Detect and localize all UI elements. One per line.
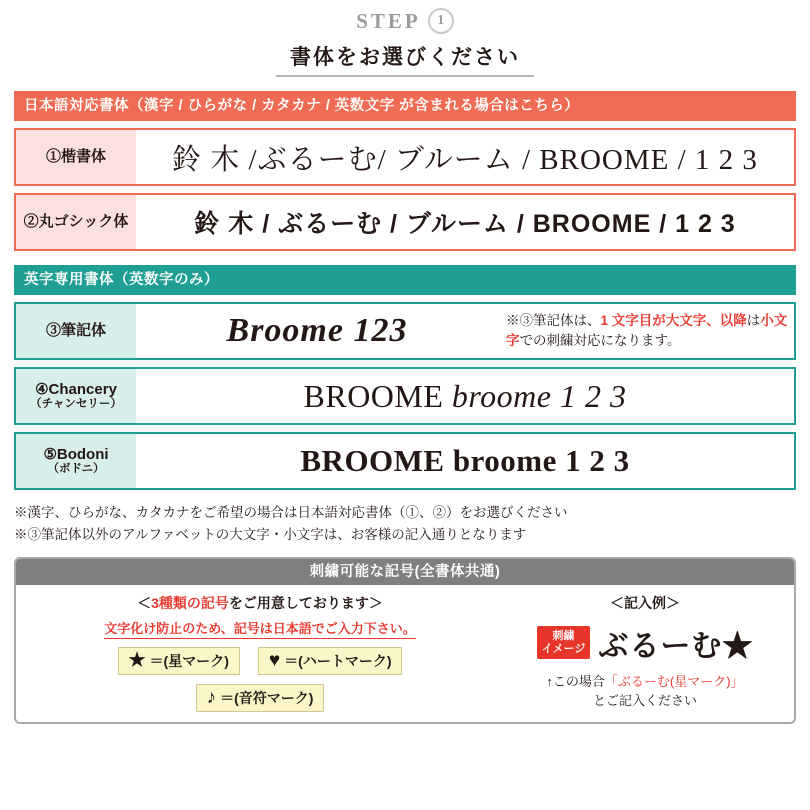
example-note-quote: 「ぶるーむ(星マーク)」 — [604, 673, 744, 689]
font-row-kaisho[interactable] — [14, 128, 796, 186]
example-note — [500, 672, 790, 711]
font-label-text: ③筆記体 — [45, 322, 106, 340]
step-word: STEP — [356, 8, 421, 33]
chancery-sample-upper: BROOME — [303, 377, 444, 414]
font-label-bodoni — [16, 434, 136, 488]
font-row-script[interactable] — [14, 302, 796, 360]
font-row-chancery[interactable] — [14, 367, 796, 425]
font-sample-kaisho: 鈴 木 /ぶるーむ/ ブルーム / BROOME / 1 2 3 — [136, 130, 794, 184]
symbol-chip-note — [196, 684, 325, 712]
example-title: ＜記入例＞ — [610, 594, 680, 611]
font-label-subtext: （チャンセリー） — [30, 398, 122, 411]
page-title: 書体をお選びください — [14, 41, 796, 77]
step-header — [14, 0, 796, 77]
heart-icon: ♥ — [268, 650, 281, 672]
badge-line-1: 刺繍 — [552, 629, 575, 642]
font-label-text: ④Chancery — [35, 380, 117, 398]
footnotes — [14, 502, 796, 547]
font-label-script — [16, 304, 136, 358]
font-sample-script: Broome 123 — [136, 304, 498, 358]
symbol-chip-star-label: ＝(星マーク) — [149, 652, 229, 669]
example-note-pre: ↑この場合 — [546, 673, 605, 689]
script-note-prefix: ※③筆記体は、 — [506, 312, 601, 328]
step-number-circle: 1 — [428, 8, 454, 34]
symbols-left — [20, 593, 500, 712]
step-word-group — [356, 8, 454, 34]
japanese-section-banner: 日本語対応書体（漢字 / ひらがな / カタカナ / 英数文字 が含まれる場合はこちら） — [14, 91, 796, 121]
font-label-kaisho — [16, 130, 136, 184]
symbols-warning: 文字化け防止のため、記号は日本語でご入力下さい。 — [104, 618, 415, 639]
badge-line-2: イメージ — [541, 642, 586, 655]
font-row-bodoni[interactable] — [14, 432, 796, 490]
footnote-2: ※③筆記体以外のアルファベットの大文字・小文字は、お客様の記入通りとなります — [14, 527, 527, 543]
font-sample-chancery — [136, 369, 794, 423]
symbol-chip-row-1 — [20, 647, 500, 675]
script-note-suffix: での刺繍対応になります。 — [519, 333, 681, 348]
font-sample-maru-gothic: 鈴 木 / ぶるーむ / ブルーム / BROOME / 1 2 3 — [136, 195, 794, 249]
symbols-right — [500, 593, 790, 712]
example-note-post: とご記入ください — [592, 693, 697, 709]
symbols-header: 刺繍可能な記号(全書体共通) — [16, 559, 794, 585]
script-note-highlight-2: 小文字 — [506, 312, 788, 348]
symbol-chip-star — [118, 647, 240, 675]
footnote-1: ※漢字、ひらがな、カタカナをご希望の場合は日本語対応書体（①、②）をお選びください — [14, 505, 568, 520]
font-label-chancery — [16, 369, 136, 423]
symbols-left-title — [20, 593, 500, 613]
example-row — [500, 621, 790, 665]
font-label-text: ①楷書体 — [45, 148, 106, 166]
music-note-icon: ♪ — [206, 687, 217, 709]
chancery-sample-lower: broome 1 2 3 — [451, 377, 627, 414]
star-icon: ★ — [128, 650, 146, 672]
symbol-chip-note-label: ＝(音符マーク) — [220, 689, 314, 706]
script-note-highlight-1: 1 文字目が大文字、以降 — [600, 312, 747, 328]
symbol-chip-heart — [258, 647, 403, 675]
symbols-body — [16, 585, 794, 722]
symbols-box — [14, 557, 796, 724]
embroidery-image-badge — [537, 626, 591, 659]
symbols-title-post: をご用意しております＞ — [228, 594, 383, 611]
symbol-chip-heart-label: ＝(ハートマーク) — [284, 652, 392, 669]
symbol-chip-row-2 — [20, 684, 500, 712]
script-note-mid: は — [746, 312, 761, 328]
english-section-banner: 英字専用書体（英数字のみ） — [14, 265, 796, 295]
font-label-text: ⑤Bodoni — [43, 445, 109, 463]
symbols-title-pre: ＜ — [137, 594, 152, 611]
example-embroidery-text: ぶるーむ★ — [598, 629, 754, 663]
symbols-title-red: 3種類の記号 — [151, 594, 229, 611]
font-sample-bodoni: BROOME broome 1 2 3 — [136, 434, 794, 488]
font-label-subtext: （ボドニ） — [47, 463, 105, 476]
script-note — [498, 304, 794, 358]
font-row-maru-gothic[interactable] — [14, 193, 796, 251]
font-label-maru-gothic — [16, 195, 136, 249]
font-label-text: ②丸ゴシック体 — [23, 213, 129, 231]
